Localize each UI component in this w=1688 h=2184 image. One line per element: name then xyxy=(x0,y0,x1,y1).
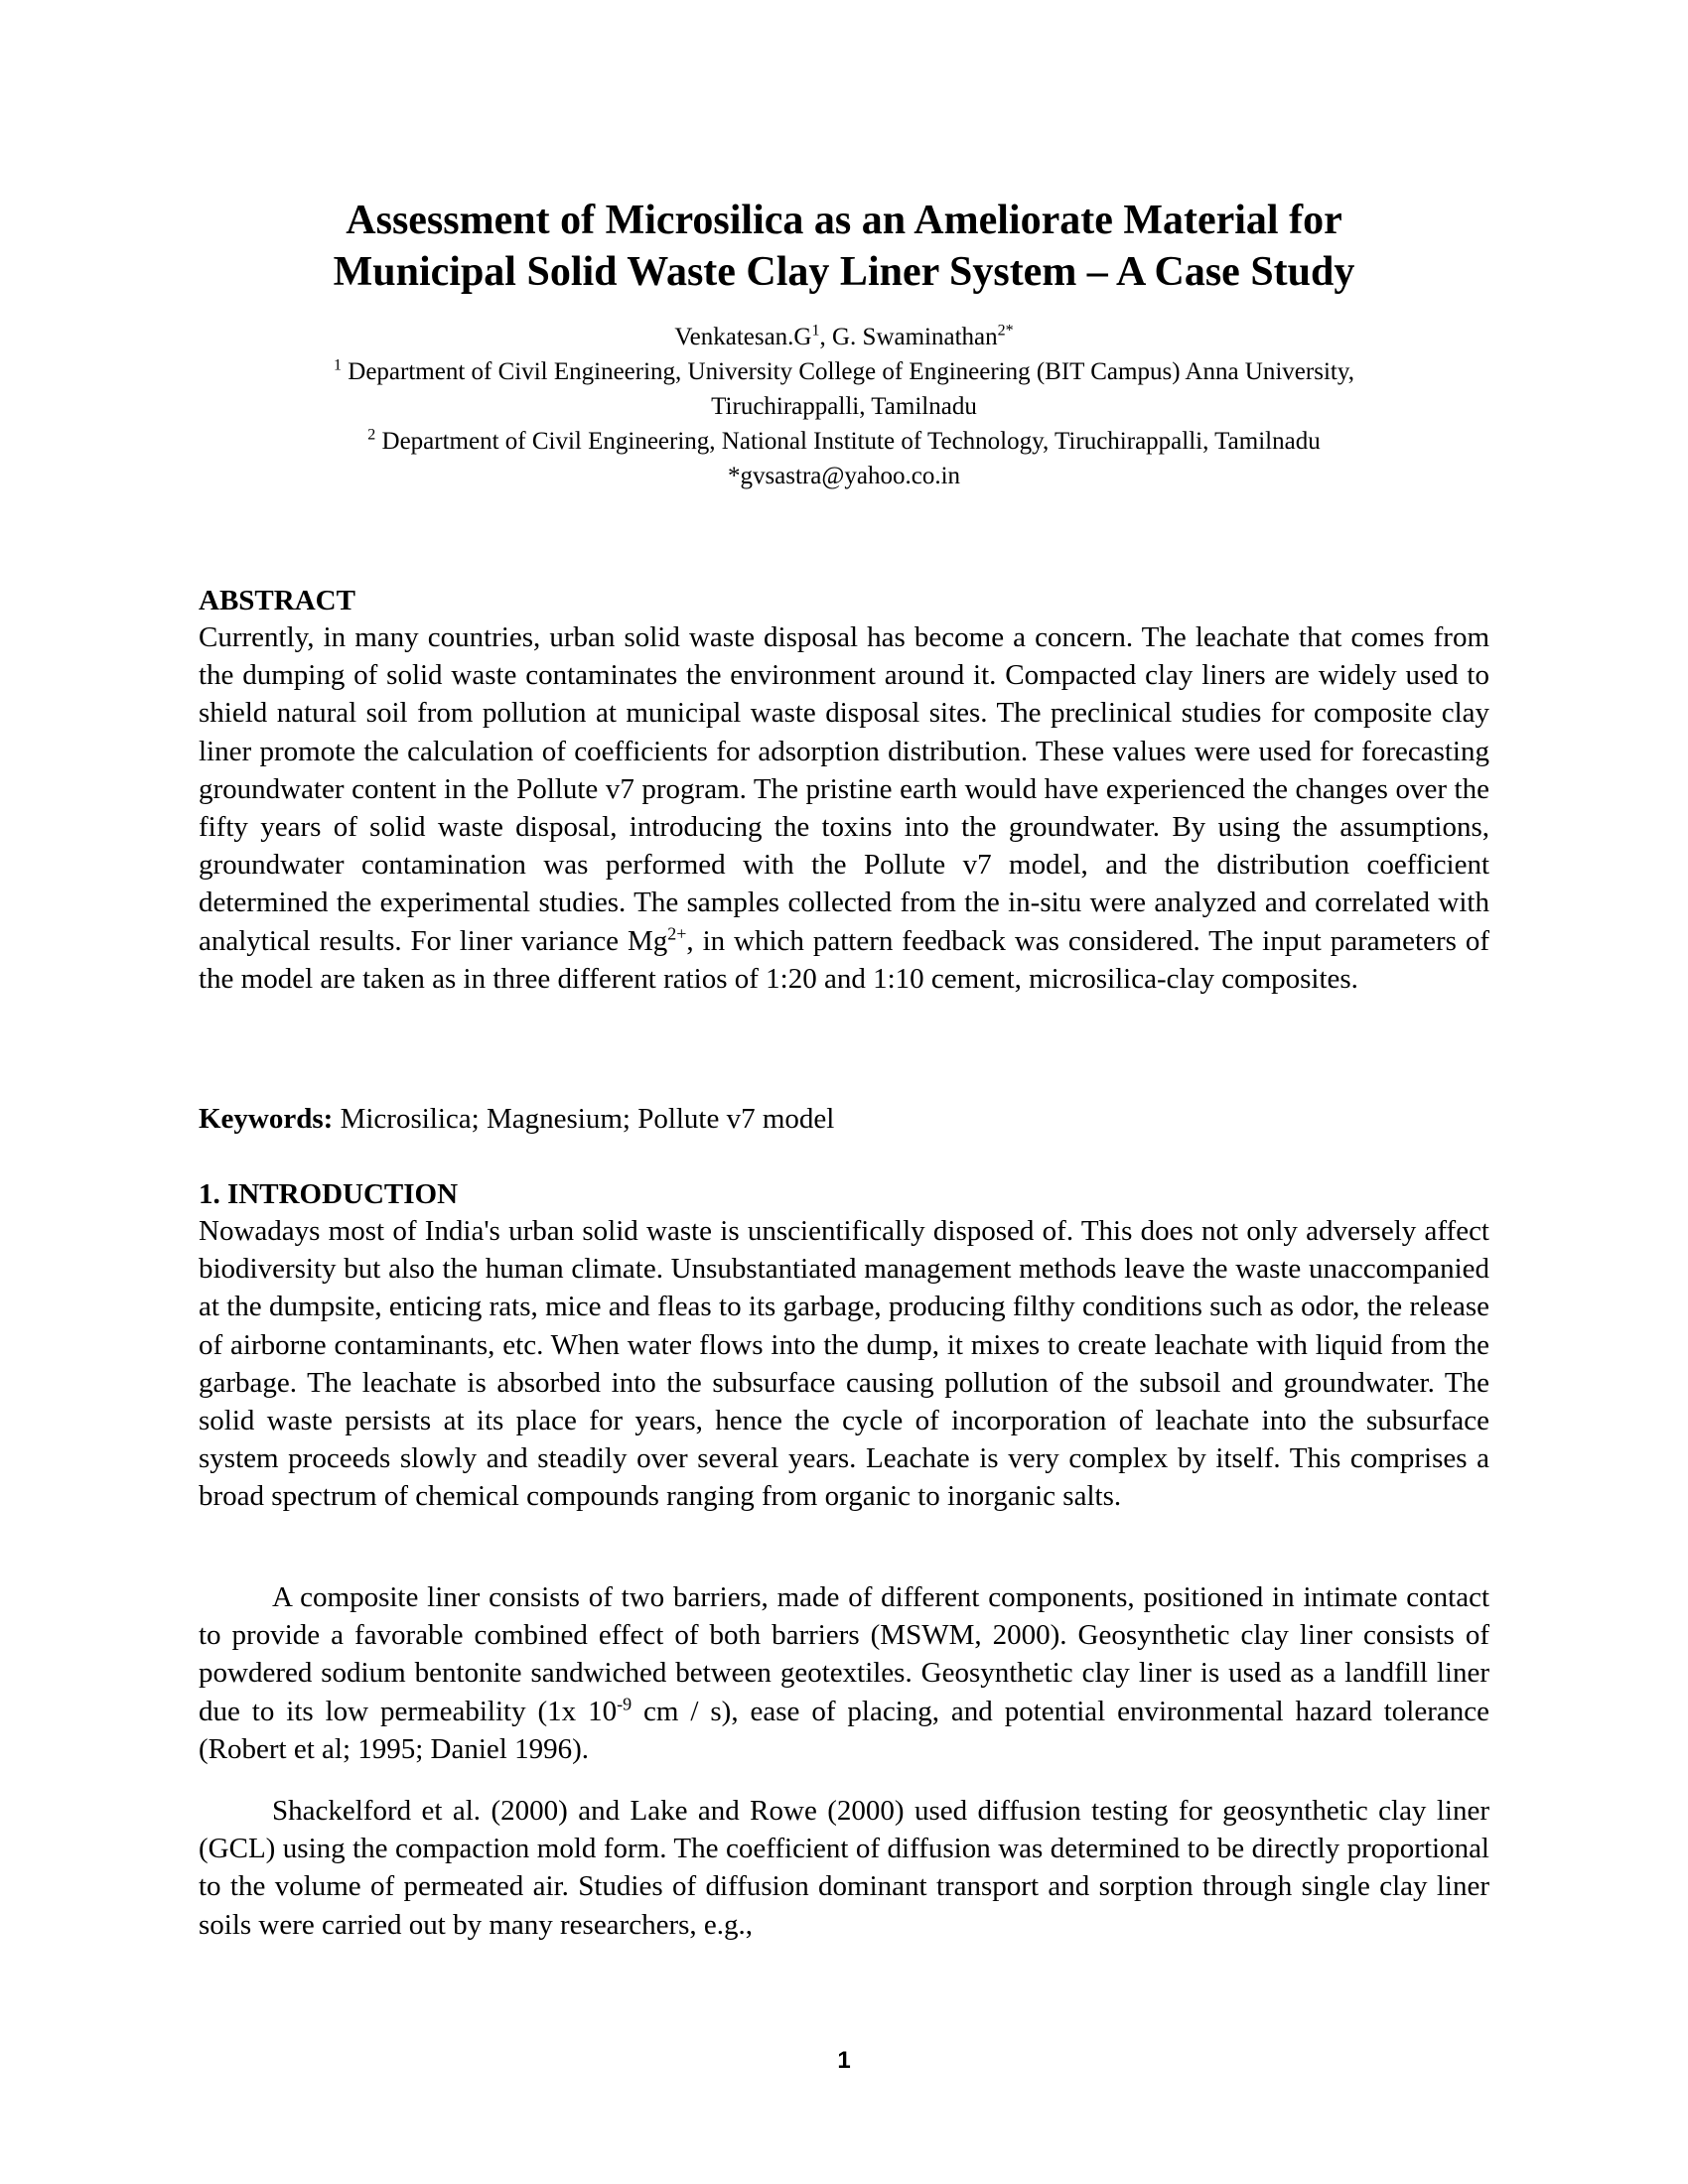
paper-title xyxy=(199,195,1489,298)
affiliation-2 xyxy=(199,424,1489,459)
author-1-name: Venkatesan.G xyxy=(674,324,812,350)
title-line-2: Municipal Solid Waste Clay Liner System – A Case Study xyxy=(333,249,1355,295)
affiliation-1-line-1: Department of Civil Engineering, University College of Engineering (BIT Campus) Anna University, xyxy=(342,358,1354,385)
author-2-name: G. Swaminathan xyxy=(832,324,998,350)
author-separator: , xyxy=(819,324,832,350)
keywords-section xyxy=(199,1100,1489,1138)
introduction-paragraph-3-block xyxy=(199,1792,1489,1944)
introduction-paragraph-2-part-1: A composite liner consists of two barriers, made of different components, positioned in intimate contact to provide a favorable combined effect of both barriers (MSWM, 2000). Geosynthetic clay liner consists of powdered sodium bentonite sandwiched between geotextiles. Geosynthetic clay liner is used as a landfill liner due to its low permeability (1x 10 xyxy=(199,1581,1489,1727)
affiliation-1 xyxy=(199,354,1489,389)
affiliation-1-city: Tiruchirappalli, Tamilnadu xyxy=(711,393,977,420)
page-number: 1 xyxy=(837,2047,851,2074)
introduction-heading: 1. INTRODUCTION xyxy=(199,1178,459,1210)
abstract-text-part-2: , in which pattern feedback was considered. The input parameters of the model are taken as in three different ratios of 1:20 and 1:10 cement, microsilica-clay composites. xyxy=(199,924,1489,995)
abstract-section xyxy=(199,583,1489,998)
abstract-text-part-1: Currently, in many countries, urban solid waste disposal has become a concern. The leachate that comes from the dumping of solid waste contaminates the environment around it. Compacted clay liners are widely used to shield natural soil from pollution at municipal waste disposal sites. The preclinical studies for composite clay liner promote the calculation of coefficients for adsorption distribution. These values were used for forecasting groundwater content in the Pollute v7 program. The pristine earth would have experienced the changes over the fifty years of solid waste disposal, introducing the toxins into the groundwater. By using the assumptions, groundwater contamination was performed with the Pollute v7 model, and the distribution coefficient determined the experimental studies. The samples collected from the in-situ were analyzed and correlated with analytical results. For liner variance Mg xyxy=(199,621,1489,957)
introduction-paragraph-2-superscript: -9 xyxy=(617,1693,633,1713)
affiliation-2-sup: 2 xyxy=(367,426,376,444)
keywords-line xyxy=(199,1100,1489,1138)
corresponding-email: *gvsastra@yahoo.co.in xyxy=(727,463,961,489)
author-2-sup: 2* xyxy=(997,322,1014,340)
keywords-label: Keywords: xyxy=(199,1103,334,1135)
abstract-text xyxy=(199,618,1489,998)
title-line-1: Assessment of Microsilica as an Ameliorate Material for xyxy=(346,198,1342,243)
affiliation-1-sup: 1 xyxy=(334,356,343,374)
introduction-paragraph-1: Nowadays most of India's urban solid waste is unscientifically disposed of. This does not only adversely affect biodiversity but also the human climate. Unsubstantiated management methods leave the waste unaccompanied at the dumpsite, enticing rats, mice and fleas to its garbage, producing filthy conditions such as odor, the release of airborne contaminants, etc. When water flows into the dump, it mixes to create leachate with liquid from the garbage. The leachate is absorbed into the subsurface causing pollution of the subsoil and groundwater. The solid waste persists at its place for years, hence the cycle of incorporation of leachate into the subsurface system proceeds slowly and steadily over several years. Leachate is very complex by itself. This comprises a broad spectrum of chemical compounds ranging from organic to inorganic salts. xyxy=(199,1215,1489,1513)
introduction-paragraph-2-part-2: cm / s), ease of placing, and potential environmental hazard tolerance (Robert et al; 1995; Daniel 1996). xyxy=(199,1695,1490,1765)
introduction-section xyxy=(199,1176,1489,1516)
abstract-superscript: 2+ xyxy=(667,922,687,943)
introduction-paragraph-2 xyxy=(199,1578,1489,1768)
introduction-paragraph-2-block xyxy=(199,1578,1489,1768)
affiliation-2-text: Department of Civil Engineering, National Institute of Technology, Tiruchirappalli, Tamilnadu xyxy=(375,428,1321,455)
author-block xyxy=(199,320,1489,493)
author-names xyxy=(199,320,1489,354)
introduction-paragraph-3: Shackelford et al. (2000) and Lake and Rowe (2000) used diffusion testing for geosynthetic clay liner (GCL) using the compaction mold form. The coefficient of diffusion was determined to be directly proportional to the volume of permeated air. Studies of diffusion dominant transport and sorption through single clay liner soils were carried out by many researchers, e.g., xyxy=(199,1795,1489,1941)
abstract-heading: ABSTRACT xyxy=(199,585,355,616)
keywords-text: Microsilica; Magnesium; Pollute v7 model xyxy=(333,1103,835,1135)
author-1-sup: 1 xyxy=(811,322,820,340)
